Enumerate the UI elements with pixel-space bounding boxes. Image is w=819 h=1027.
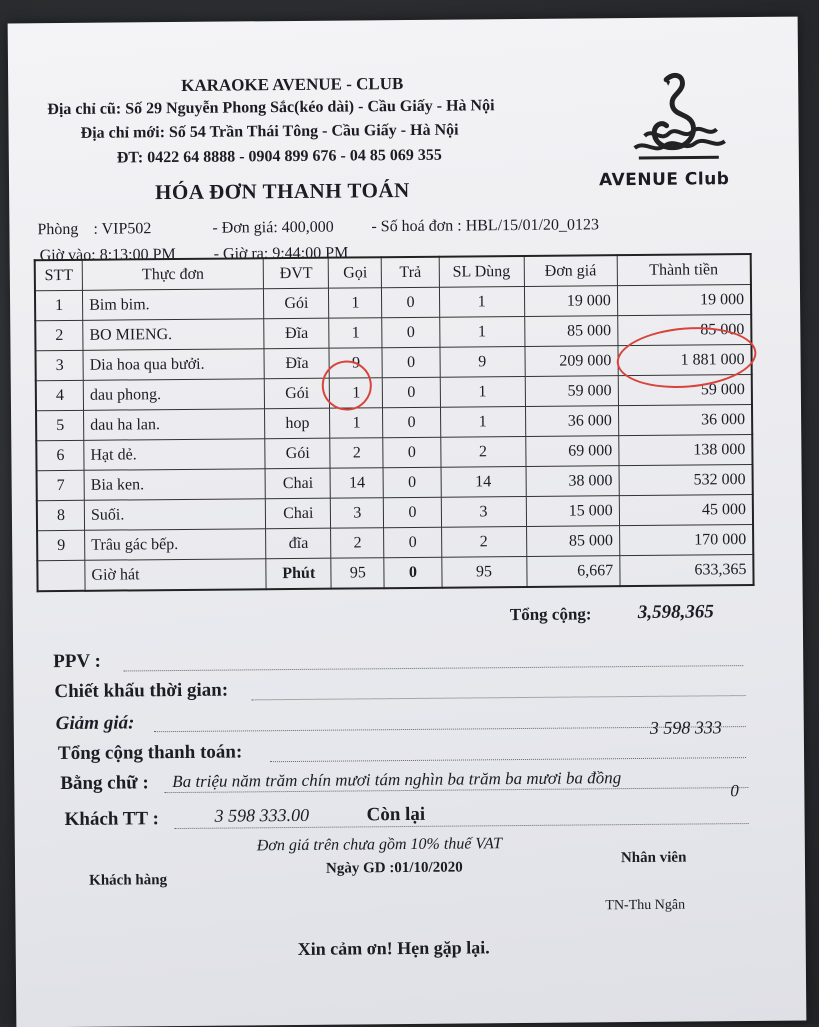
address-new: Địa chỉ mới: Số 54 Trần Thái Tông - Cầu Giấy - Hà Nội — [80, 121, 459, 142]
cell-returned: 0 — [383, 407, 440, 437]
cell-stt: 2 — [35, 320, 83, 350]
cell-ordered: 1 — [329, 318, 382, 348]
vat-note: Đơn giá trên chưa gồm 10% thuế VAT — [256, 835, 503, 855]
cell-used: 14 — [441, 466, 526, 497]
cell-ordered: 14 — [330, 468, 383, 498]
cell-unit: Gói — [264, 288, 329, 319]
items-table — [34, 253, 755, 592]
customer-label: Khách hàng — [89, 872, 168, 889]
total-line — [270, 757, 746, 762]
ppv-label: PPV : — [53, 650, 101, 673]
cell-used: 2 — [441, 526, 526, 557]
cell-returned: 0 — [384, 557, 441, 588]
total-label: Tổng cộng thanh toán: — [57, 741, 243, 765]
subtotal-value: 3,598,365 — [637, 601, 714, 623]
thank-you-message: Xin cảm ơn! Hẹn gặp lại. — [297, 937, 490, 959]
total-value: 3 598 333 — [649, 717, 722, 738]
cell-total: 633,365 — [620, 554, 754, 586]
cell-price: 6,667 — [526, 556, 619, 587]
cell-unit: đĩa — [266, 528, 331, 559]
cell-used: 1 — [439, 286, 524, 317]
venue-name: KARAOKE AVENUE - CLUB — [181, 74, 404, 95]
cell-stt: 5 — [36, 410, 84, 440]
col-ordered: Gọi — [329, 257, 382, 288]
cell-price: 85 000 — [526, 526, 619, 557]
in-words-value: Ba triệu năm trăm chín mươi tám nghìn ba trăm ba mươi ba đồng — [172, 768, 622, 792]
cell-price: 59 000 — [525, 376, 618, 407]
cell-item: dau phong. — [83, 379, 265, 411]
cell-unit: Gói — [265, 438, 330, 469]
cell-ordered: 1 — [330, 408, 383, 438]
cell-unit: Chai — [265, 468, 330, 499]
col-total: Thành tiền — [617, 254, 751, 286]
cell-ordered: 1 — [330, 378, 383, 408]
cell-unit: hop — [265, 408, 330, 439]
cell-stt: 3 — [35, 350, 83, 380]
cell-unit: Đĩa — [264, 348, 329, 379]
room-label: Phòng — [37, 220, 79, 239]
in-words-label: Bằng chữ : — [60, 772, 149, 795]
cell-item: dau ha lan. — [84, 409, 266, 441]
cell-price: 36 000 — [525, 406, 618, 437]
cell-total: 59 000 — [618, 374, 752, 405]
cell-price: 19 000 — [524, 286, 617, 317]
cell-returned: 0 — [384, 497, 441, 527]
cell-unit: Đĩa — [264, 318, 329, 349]
address-old: Địa chỉ cũ: Số 29 Nguyễn Phong Sắc(kéo dài) - Cầu Giấy - Hà Nội — [47, 97, 495, 119]
cell-stt: 8 — [37, 500, 85, 530]
avenue-club-logo — [598, 69, 749, 191]
cell-item: Suối. — [84, 499, 266, 531]
col-item: Thực đơn — [82, 258, 264, 290]
cell-total: 45 000 — [619, 494, 753, 525]
invoice-number: - Số hoá đơn : HBL/15/01/20_0123 — [371, 216, 600, 236]
cell-price: 209 000 — [525, 346, 618, 377]
cell-total: 532 000 — [619, 464, 753, 495]
invoice-title: HÓA ĐƠN THANH TOÁN — [155, 177, 410, 205]
cell-stt: 6 — [36, 440, 84, 470]
cell-item: Bia ken. — [84, 469, 266, 501]
cell-total: 36 000 — [618, 404, 752, 435]
phone-numbers: ĐT: 0422 64 8888 - 0904 899 676 - 04 85 069 355 — [116, 146, 442, 167]
paid-value: 3 598 333.00 — [214, 804, 310, 826]
remaining-value: 0 — [730, 781, 739, 801]
paid-label: Khách TT : — [64, 808, 160, 830]
cell-price: 15 000 — [526, 496, 619, 527]
cell-ordered: 3 — [331, 498, 384, 528]
time-discount-line — [252, 695, 746, 700]
discount-label: Giảm giá: — [55, 712, 135, 735]
cell-stt — [37, 560, 85, 591]
cell-ordered: 2 — [330, 438, 383, 468]
cell-unit: Chai — [266, 498, 331, 529]
staff-label: Nhân viên — [620, 849, 687, 867]
cell-used: 1 — [439, 316, 524, 347]
col-price: Đơn giá — [524, 255, 617, 286]
col-returned: Trả — [382, 257, 439, 288]
cell-returned: 0 — [383, 467, 440, 497]
subtotal-label: Tổng cộng: — [509, 604, 592, 625]
cell-returned: 0 — [382, 287, 439, 317]
cell-total: 170 000 — [619, 524, 753, 555]
col-unit: ĐVT — [264, 258, 329, 289]
col-used: SL Dùng — [439, 256, 524, 287]
time-out: - Giờ ra: 9:44:00 PM — [213, 244, 349, 263]
cell-total: 138 000 — [619, 434, 753, 465]
cell-returned: 0 — [384, 527, 441, 557]
transaction-date: Ngày GD :01/10/2020 — [325, 859, 463, 877]
cell-returned: 0 — [383, 377, 440, 407]
cell-used: 9 — [440, 346, 525, 377]
cell-ordered: 9 — [329, 348, 382, 378]
cell-stt: 9 — [37, 530, 85, 560]
ppv-line — [123, 665, 743, 671]
cell-returned: 0 — [382, 317, 439, 347]
cell-returned: 0 — [383, 437, 440, 467]
cell-item: Dia hoa qua bưởi. — [83, 349, 265, 381]
table-row — [37, 554, 753, 591]
cell-item: Bim bim. — [83, 289, 265, 321]
cell-used: 95 — [441, 556, 526, 587]
cell-stt: 1 — [35, 290, 83, 320]
cell-ordered: 2 — [331, 528, 384, 558]
cell-ordered: 95 — [331, 558, 384, 589]
cell-item: BO MIENG. — [83, 319, 265, 351]
logo-text: AVENUE Club — [598, 169, 730, 191]
cell-used: 3 — [441, 496, 526, 527]
col-stt: STT — [35, 260, 83, 291]
cell-returned: 0 — [382, 347, 439, 377]
cell-stt: 4 — [36, 380, 84, 410]
room-value: : VIP502 — [93, 220, 152, 238]
cell-price: 69 000 — [525, 436, 618, 467]
receipt-paper — [8, 17, 807, 1027]
unit-price: - Đơn giá: 400,000 — [212, 218, 334, 237]
time-in: Giờ vào: 8:13:00 PM — [39, 246, 176, 265]
cashier-name: TN-Thu Ngân — [605, 897, 686, 914]
cell-used: 1 — [440, 406, 525, 437]
cell-price: 38 000 — [526, 466, 619, 497]
remaining-label: Còn lại — [366, 803, 426, 826]
cell-item: Trâu gác bếp. — [85, 529, 267, 561]
cell-unit: Phút — [266, 558, 331, 589]
cell-total: 1 881 000 — [618, 344, 752, 375]
cell-stt: 7 — [37, 470, 85, 500]
cell-total: 85 000 — [617, 314, 751, 345]
cell-unit: Gói — [265, 378, 330, 409]
cell-item: Giờ hát — [85, 559, 267, 591]
cell-price: 85 000 — [524, 316, 617, 347]
swan-logo-icon — [608, 69, 749, 165]
time-discount-label: Chiết khấu thời gian: — [54, 679, 229, 703]
cell-used: 1 — [440, 376, 525, 407]
cell-item: Hạt dẻ. — [84, 439, 266, 471]
cell-ordered: 1 — [329, 288, 382, 318]
cell-total: 19 000 — [617, 284, 751, 315]
cell-used: 2 — [440, 436, 525, 467]
